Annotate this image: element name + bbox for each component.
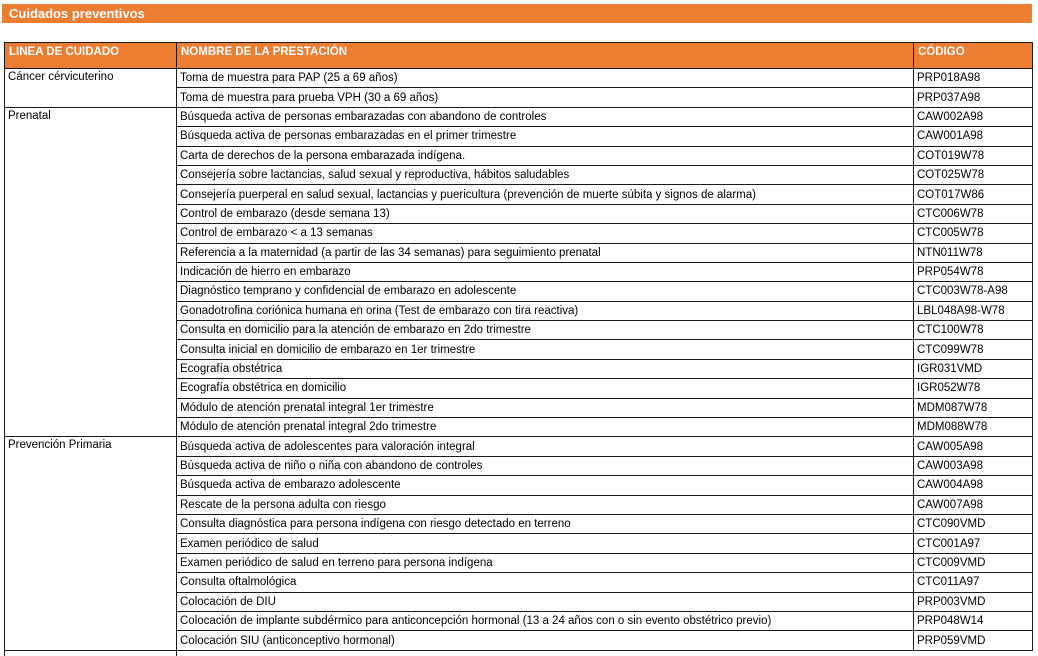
prestacion-name-cell: Control de embarazo < a 13 semanas xyxy=(177,224,914,243)
prestacion-name-cell: Indicación de hierro en embarazo xyxy=(177,262,914,281)
prestacion-code-cell: PRP018A98 xyxy=(914,69,1033,88)
prestacion-code-cell: CTC099W78 xyxy=(914,340,1033,359)
prestacion-name-cell: Búsqueda activa de personas embarazadas con abandono de controles xyxy=(177,107,914,126)
prestacion-code-cell: MDM088W78 xyxy=(914,418,1033,437)
prestacion-code-cell: CTC090VMD xyxy=(914,514,1033,533)
prestacion-code-cell: PRP054W78 xyxy=(914,262,1033,281)
prestacion-code-cell: IGR052W78 xyxy=(914,379,1033,398)
prestacion-code-cell: CTC001A97 xyxy=(914,534,1033,553)
prestacion-code-cell: CTC003W78-A98 xyxy=(914,282,1033,301)
prestacion-name-cell: Módulo de atención prenatal integral 2do trimestre xyxy=(177,418,914,437)
column-header-linea-de-cuidado: LINEA DE CUIDADO xyxy=(5,43,177,69)
table-continuation xyxy=(4,650,177,656)
prestacion-name-cell: Módulo de atención prenatal integral 1er trimestre xyxy=(177,398,914,417)
prestacion-name-cell: Colocación SIU (anticonceptivo hormonal) xyxy=(177,631,914,650)
prestacion-code-cell: CAW003A98 xyxy=(914,456,1033,475)
table-header-row xyxy=(5,43,1033,69)
prestacion-name-cell: Diagnóstico temprano y confidencial de embarazo en adolescente xyxy=(177,282,914,301)
prestacion-name-cell: Búsqueda activa de embarazo adolescente xyxy=(177,476,914,495)
table-row xyxy=(5,69,1033,88)
prestacion-name-cell: Colocación de DIU xyxy=(177,592,914,611)
linea-de-cuidado-cell: Cáncer cérvicuterino xyxy=(5,69,177,108)
table-row xyxy=(5,437,1033,456)
prestacion-name-cell: Examen periódico de salud en terreno para persona indígena xyxy=(177,553,914,572)
prestacion-name-cell: Toma de muestra para PAP (25 a 69 años) xyxy=(177,69,914,88)
prestacion-code-cell: PRP048W14 xyxy=(914,611,1033,630)
table-body xyxy=(5,69,1033,651)
linea-de-cuidado-cell: Prevención Primaria xyxy=(5,437,177,650)
section-title: Cuidados preventivos xyxy=(9,6,145,21)
prestacion-name-cell: Ecografía obstétrica xyxy=(177,359,914,378)
column-header-nombre-de-la-prestacion: NOMBRE DE LA PRESTACIÓN xyxy=(177,43,914,69)
prestacion-code-cell: CTC006W78 xyxy=(914,204,1033,223)
prestacion-code-cell: MDM087W78 xyxy=(914,398,1033,417)
prestacion-name-cell: Examen periódico de salud xyxy=(177,534,914,553)
prestacion-code-cell: CTC009VMD xyxy=(914,553,1033,572)
linea-de-cuidado-cell: Prenatal xyxy=(5,107,177,437)
prestacion-name-cell: Control de embarazo (desde semana 13) xyxy=(177,204,914,223)
prestacion-name-cell: Referencia a la maternidad (a partir de las 34 semanas) para seguimiento prenatal xyxy=(177,243,914,262)
prestacion-code-cell: NTN011W78 xyxy=(914,243,1033,262)
prestacion-code-cell: CAW001A98 xyxy=(914,127,1033,146)
prestacion-code-cell: COT019W78 xyxy=(914,146,1033,165)
prestacion-name-cell: Búsqueda activa de personas embarazadas en el primer trimestre xyxy=(177,127,914,146)
prestacion-code-cell: CTC011A97 xyxy=(914,573,1033,592)
prestacion-code-cell: PRP037A98 xyxy=(914,88,1033,107)
prestacion-name-cell: Consulta inicial en domicilio de embarazo en 1er trimestre xyxy=(177,340,914,359)
prestacion-name-cell: Consulta oftalmológica xyxy=(177,573,914,592)
prestacion-name-cell: Consejería sobre lactancias, salud sexual y reproductiva, hábitos saludables xyxy=(177,165,914,184)
prestacion-name-cell: Consulta diagnóstica para persona indígena con riesgo detectado en terreno xyxy=(177,514,914,533)
prestacion-name-cell: Ecografía obstétrica en domicilio xyxy=(177,379,914,398)
prestacion-name-cell: Carta de derechos de la persona embarazada indígena. xyxy=(177,146,914,165)
section-title-bar xyxy=(2,4,1032,23)
prestacion-code-cell: PRP059VMD xyxy=(914,631,1033,650)
prestacion-code-cell: CAW007A98 xyxy=(914,495,1033,514)
prestacion-name-cell: Consejería puerperal en salud sexual, lactancias y puericultura (prevención de muerte súbita y signos de alarma) xyxy=(177,185,914,204)
prestacion-name-cell: Búsqueda activa de niño o niña con abandono de controles xyxy=(177,456,914,475)
prestacion-name-cell: Gonadotrofina coriónica humana en orina (Test de embarazo con tira reactiva) xyxy=(177,301,914,320)
prestaciones-table xyxy=(4,42,1033,651)
column-header-codigo: CÓDIGO xyxy=(914,43,1033,69)
table-row xyxy=(5,107,1033,126)
prestacion-code-cell: LBL048A98-W78 xyxy=(914,301,1033,320)
prestacion-name-cell: Consulta en domicilio para la atención de embarazo en 2do trimestre xyxy=(177,321,914,340)
prestacion-code-cell: COT025W78 xyxy=(914,165,1033,184)
prestacion-code-cell: CTC005W78 xyxy=(914,224,1033,243)
prestacion-code-cell: CAW004A98 xyxy=(914,476,1033,495)
prestacion-code-cell: CAW005A98 xyxy=(914,437,1033,456)
prestacion-code-cell: CAW002A98 xyxy=(914,107,1033,126)
prestacion-code-cell: CTC100W78 xyxy=(914,321,1033,340)
prestacion-name-cell: Toma de muestra para prueba VPH (30 a 69 años) xyxy=(177,88,914,107)
prestacion-code-cell: PRP003VMD xyxy=(914,592,1033,611)
prestacion-code-cell: COT017W86 xyxy=(914,185,1033,204)
prestacion-name-cell: Rescate de la persona adulta con riesgo xyxy=(177,495,914,514)
prestacion-name-cell: Búsqueda activa de adolescentes para valoración integral xyxy=(177,437,914,456)
prestacion-code-cell: IGR031VMD xyxy=(914,359,1033,378)
prestacion-name-cell: Colocación de implante subdérmico para anticoncepción hormonal (13 a 24 años con o sin evento obstétrico previo) xyxy=(177,611,914,630)
